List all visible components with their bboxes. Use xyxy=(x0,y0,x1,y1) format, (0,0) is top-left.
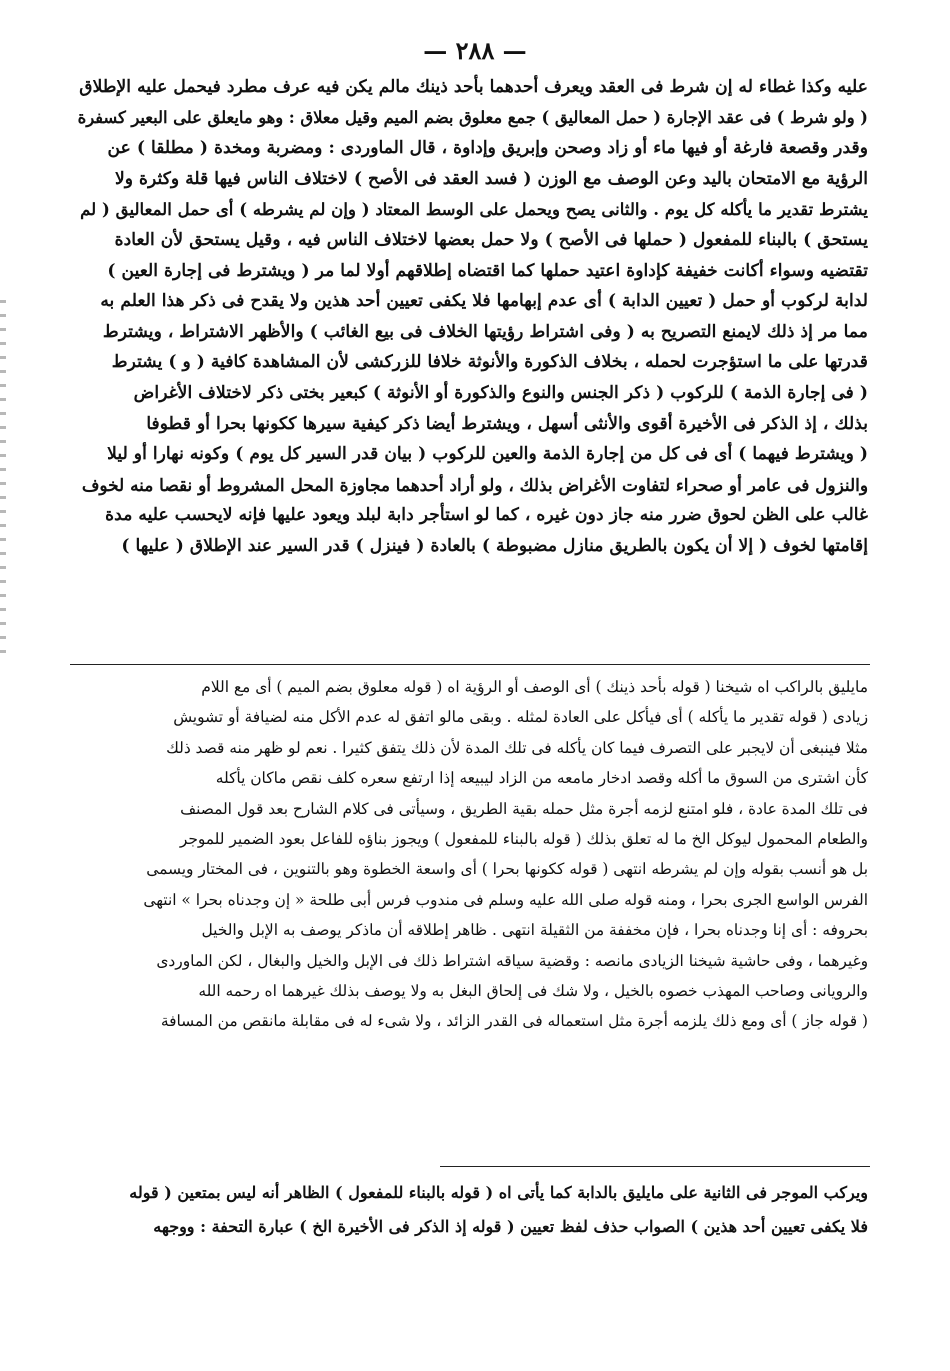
footnote-line: بل هو أنسب بقوله وإن لم يشرطه انتهى ( قوله ككونها بحرا ) أى واسعة الخطوة وهو بالتنوين ، فى المختار ويسمى xyxy=(146,860,868,879)
main-text-line: ( ولو شرط ) فى عقد الإجارة ( حمل المعاليق ) جمع معلوق بضم الميم وقيل معلاق : وهو مايعلق على البعير كسفرة xyxy=(77,107,868,127)
bottom-note-line: فلا يكفى تعيين أحد هذين ) الصواب حذف لفظ تعيين ( قوله إذ الذكر فى الأخيرة الخ ) عبارة التحفة : ووجهه xyxy=(153,1217,868,1236)
footnote-line: الفرس الواسع الجرى بحرا ، ومنه قوله صلى الله عليه وسلم فى مندوب فرس أبى طلحة « إن وجدناه بحرا » انتهى xyxy=(143,890,868,909)
footnote-line: والطعام المحمول ليوكل الخ ما له تعلق بذلك ( قوله بالبناء للمفعول ) ويجوز بناؤه للفاعل بعود الضمير للموجر xyxy=(179,829,868,848)
footnote-line: مثلا فينبغى أن لايجبر على التصرف فيما كان يأكله فى تلك المدة لأن ذلك يتفق كثيرا . نعم لو ظهر منه قصد ذلك xyxy=(166,738,868,757)
main-text-line: يشترط تقدير ما يأكله كل يوم . والثانى يصح ويحمل على الوسط المعتاد ( وإن لم يشرطه ) أى حمل المعاليق ( لم xyxy=(80,199,868,220)
footnote-line: كأن اشترى من السوق ما أكله وقصد ادخار مامعه من الزاد ليبيعه إذا ارتفع سعره كلف نقص ماكان يأكله xyxy=(215,769,868,788)
main-text-line: غالب على الظن لحوق ضرر منه جاز دون غيره ، كما لو استأجر دابة لبلد ويعود عليها فإنه لايحسب عليه مدة xyxy=(105,505,868,526)
main-text-line: وقدر وقصعة فارغة أو فيها ماء أو زاد وصحن وإبريق وإداوة ، قال الماوردى : ومضربة ومخدة ( مطلقا ) عن xyxy=(107,138,868,159)
main-text-line: ( ويشترط فيهما ) أى فى كل من إجارة الذمة والعين للركوب ( بيان قدر السير كل يوم ) وكونه نهارا أو ليلا xyxy=(107,444,868,465)
main-text-line: عليه وكذا غطاء له إن شرط فى العقد ويعرف أحدهما بأحد ذينك مالم يكن فيه عرف مطرد فيحمل عليه الإطلاق xyxy=(79,77,868,97)
footnote-line: ( قوله جاز ) أى ومع ذلك يلزمه أجرة مثل استعماله فى القدر الزائد ، ولا شىء له فى مقابلة مانقص من المسافة xyxy=(160,1012,868,1031)
section-divider-short xyxy=(440,1166,870,1167)
main-text-line: مما مر إذ ذلك لايمنع التصريح به ( وفى اشتراط رؤيتها الخلاف فى بيع الغائب ) والأظهر الاشتراط ، ويشترط xyxy=(102,321,868,342)
main-text xyxy=(72,72,868,562)
main-text-line: الرؤية مع الامتحان باليد وعن الوصف مع الوزن ( فسد العقد فى الأصح ) لاختلاف الناس فيها قلة وكثرة ولا xyxy=(114,168,868,189)
main-text-line: بذلك ، إذ الذكر فى الأخيرة أقوى والأنثى أسهل ، ويشترط أيضا ذكر كيفية سيرها ككونها بحرا أو قطوفا xyxy=(146,413,868,434)
main-text-line: تقتضيه وسواء أكانت خفيفة كإداوة اعتيد حملها كما اقتضاه إطلاقهم أولا لما مر ( ويشترط فى إجارة العين ) xyxy=(107,260,868,281)
footnote-line: بحروفه : أى إنا وجدناه بحرا ، فإن مخففة من الثقيلة انتهى . ظاهر إطلاقه أن ماذكر يوصف به الإبل والخيل xyxy=(201,921,868,940)
footnote-line: والرويانى وصاحب المهذب خصوه بالخيل ، ولا شك فى إلحاق البغل به ولا يوصف بذلك غيرهما اه رحمه الله xyxy=(198,981,868,1000)
main-text-line: لدابة لركوب أو حمل ( تعيين الدابة ) أى عدم إبهامها فلا يكفى تعيين أحد هذين ولا يقدح فى ذكر هذا العلم به xyxy=(100,291,868,312)
footnote-line: زيادى ( قوله تقدير ما يأكله ) أى فيأكل على العادة لمثله . وبقى مالو اتفق له عدم الأكل منه لضيافة أو تشويش xyxy=(173,708,868,727)
footnote-line: فى تلك المدة عادة ، فلو امتنع لزمه أجرة مثل حمله بقية الطريق ، وسيأتى فى كلام الشارح بعد قول المصنف xyxy=(180,799,868,818)
footnote-line: مايليق بالراكب اه شيخنا ( قوله بأحد ذينك ) أى الوصف أو الرؤية اه ( قوله معلوق بضم الميم ) أى مع اللام xyxy=(201,678,868,696)
main-text-line: ( فى إجارة الذمة ) للركوب ( ذكر الجنس والنوع والذكورة أو الأنوثة ) كبعير بختى ذكر لاختلاف الأغراض xyxy=(133,382,868,403)
footnotes xyxy=(72,672,868,1037)
main-text-line: والنزول فى عامر أو صحراء لتفاوت الأغراض بذلك ، ولو أراد أحدهما مجاوزة المحل المشروط أو نقصا منه لخوف xyxy=(81,474,868,495)
footnote-line: وغيرهما ، وفى حاشية شيخنا الزيادى مانصه : وقضية سياقه اشتراط ذلك فى الإبل والخيل والبغال ، لكن الماوردى xyxy=(156,951,868,970)
main-text-line: قدرتها على ما استؤجرت لحمله ، بخلاف الذكورة والأنوثة خلافا للزركشى لأن المشاهدة كافية ( و ) يشترط xyxy=(111,352,868,373)
section-divider xyxy=(70,664,870,665)
bottom-notes xyxy=(72,1176,868,1244)
main-text-line: يستحق ) بالبناء للمفعول ( حملها فى الأصح ) ولا حمل بعضها لاختلاف الناس فيه ، وقيل يستحق لأن العادة xyxy=(114,229,868,250)
binding-edge-mark xyxy=(0,300,6,660)
page-number: — ٢٨٨ — xyxy=(423,36,527,65)
main-text-line: إقامتها لخوف ( إلا أن يكون بالطريق منازل مضبوطة ) بالعادة ( فينزل ) قدر السير عند الإطلاق ( عليها ) xyxy=(121,535,868,556)
bottom-note-line: ويركب الموجر فى الثانية على مايليق بالدابة كما يأتى اه ( قوله بالبناء للمفعول ) الظاهر أنه ليس بمتعين ( قوله xyxy=(129,1183,868,1202)
